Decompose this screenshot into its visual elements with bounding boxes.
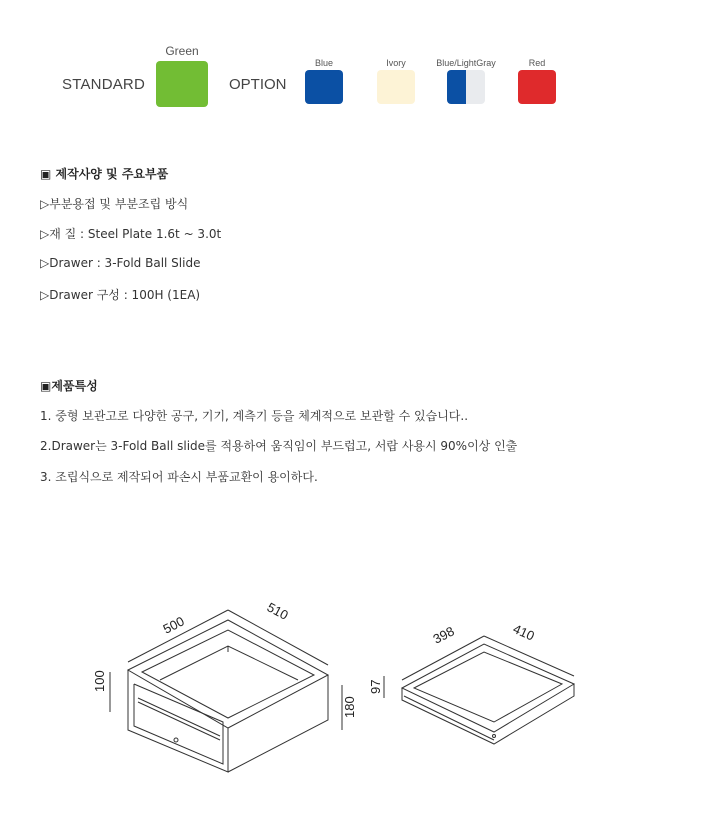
swatch-lightgray-half [466,70,485,104]
feature-item: 2.Drawer는 3-Fold Ball slide를 적용하여 움직임이 부드럽고, 서랍 사용시 90%이상 인출 [40,439,518,453]
swatch-ivory-name: Ivory [386,58,406,68]
spec-item: ▷Drawer : 3-Fold Ball Slide [40,256,201,270]
spec-item: ▷부분용접 및 부분조립 방식 [40,197,189,211]
specs-heading: ▣ 제작사양 및 주요부품 [40,167,169,181]
feature-item: 1. 중형 보관고로 다양한 공구, 기기, 계측기 등을 체계적으로 보관할 수 있습니다.. [40,409,469,423]
dim-cabinet-drawer-height: 100 [92,670,107,692]
dim-cabinet-width: 500 [160,613,187,637]
spec-item: ▷Drawer 구성 : 100H (1EA) [40,288,201,302]
features-heading: ▣제품특성 [40,379,98,393]
color-options [0,0,709,120]
drawer-drawing [384,636,574,744]
swatch-ivory [377,70,415,104]
option-label: OPTION [229,76,287,93]
dim-drawer-height: 97 [368,679,383,694]
swatch-green-name: Green [165,44,199,58]
feature-item: 3. 조립식으로 제작되어 파손시 부품교환이 용이하다. [40,470,318,484]
swatch-blue-lightgray [447,70,485,104]
swatch-blue-name: Blue [314,58,333,68]
dim-drawer-width: 398 [430,623,457,647]
dimension-drawing [80,580,600,790]
dim-cabinet-height: 180 [342,696,357,718]
swatch-blue [305,70,343,104]
cabinet-drawing [110,610,342,772]
swatch-red-name: Red [528,58,546,68]
spec-item: ▷재 질 : Steel Plate 1.6t ~ 3.0t [40,227,222,241]
swatch-blue-half [447,70,466,104]
swatch-green [156,61,208,107]
standard-label: STANDARD [62,76,145,93]
dim-drawer-depth: 410 [510,621,537,644]
swatch-red [518,70,556,104]
swatch-blue-lightgray-name: Blue/LightGray [436,58,496,68]
dim-cabinet-depth: 510 [264,599,291,623]
